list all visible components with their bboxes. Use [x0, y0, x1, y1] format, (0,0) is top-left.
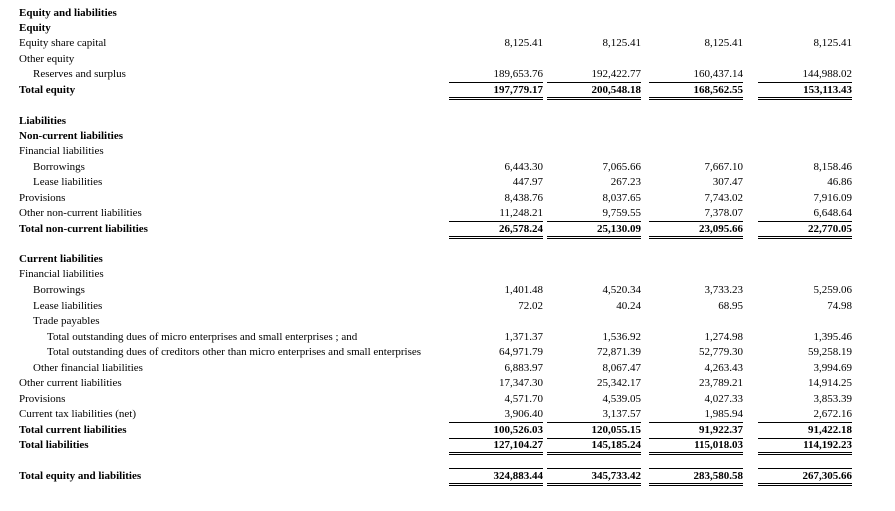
value-cell: 3,853.39: [813, 393, 852, 405]
row-label: Non-current liabilities: [19, 130, 123, 142]
value-cell: 9,759.55: [602, 207, 641, 219]
value-cell: 74.98: [827, 300, 852, 312]
value-cell: 197,779.17: [493, 84, 543, 96]
table-row: [0, 160, 895, 175]
double-underline-rule: [758, 452, 852, 455]
row-label: Lease liabilities: [33, 300, 103, 312]
value-cell: 6,648.64: [813, 207, 852, 219]
table-row: [0, 144, 895, 159]
row-label: Borrowings: [33, 161, 85, 173]
value-cell: 8,067.47: [602, 362, 641, 374]
value-cell: 153,113.43: [803, 84, 852, 96]
table-row: [0, 206, 895, 221]
value-cell: 25,130.09: [597, 223, 641, 235]
row-label: Other current liabilities: [19, 377, 122, 389]
table-row: [0, 267, 895, 282]
table-row: [0, 252, 895, 267]
double-underline-rule: [547, 452, 641, 455]
value-cell: 115,018.03: [694, 439, 743, 451]
row-label: Reserves and surplus: [33, 68, 126, 80]
table-row: [0, 283, 895, 298]
value-cell: 46.86: [827, 176, 852, 188]
row-label: Total liabilities: [19, 439, 89, 451]
value-cell: 25,342.17: [597, 377, 641, 389]
value-cell: 7,378.07: [704, 207, 743, 219]
row-label: Lease liabilities: [33, 176, 103, 188]
value-cell: 91,422.18: [808, 424, 852, 436]
value-cell: 7,065.66: [602, 161, 641, 173]
value-cell: 91,922.37: [699, 424, 743, 436]
value-cell: 145,185.24: [591, 439, 641, 451]
value-cell: 8,125.41: [704, 37, 743, 49]
value-cell: 1,274.98: [704, 331, 743, 343]
value-cell: 200,548.18: [591, 84, 641, 96]
double-underline-rule: [547, 483, 641, 486]
value-cell: 17,347.30: [499, 377, 543, 389]
double-underline-rule: [649, 97, 743, 100]
row-label: Liabilities: [19, 115, 67, 127]
value-cell: 160,437.14: [693, 68, 743, 80]
value-cell: 192,422.77: [591, 68, 641, 80]
row-label: Equity and liabilities: [19, 7, 117, 19]
value-cell: 1,371.37: [504, 331, 543, 343]
double-underline-rule: [758, 236, 852, 239]
value-cell: 11,248.21: [499, 207, 543, 219]
value-cell: 6,443.30: [504, 161, 543, 173]
double-underline-rule: [758, 97, 852, 100]
value-cell: 1,985.94: [704, 408, 743, 420]
value-cell: 4,520.34: [602, 284, 641, 296]
value-cell: 7,667.10: [704, 161, 743, 173]
table-row: [0, 392, 895, 407]
value-cell: 1,395.46: [813, 331, 852, 343]
row-label: Total outstanding dues of micro enterprises and small enterprises ; and: [47, 331, 358, 343]
value-cell: 7,916.09: [813, 192, 852, 204]
table-row: [0, 21, 895, 36]
table-row: [0, 330, 895, 345]
value-cell: 3,994.69: [813, 362, 852, 374]
double-underline-rule: [449, 236, 543, 239]
double-underline-rule: [649, 483, 743, 486]
value-cell: 120,055.15: [591, 424, 641, 436]
table-row: [0, 52, 895, 67]
table-row: [0, 67, 895, 82]
double-underline-rule: [649, 452, 743, 455]
value-cell: 72.02: [518, 300, 543, 312]
row-label: Total equity and liabilities: [19, 470, 142, 482]
row-label: Total non-current liabilities: [19, 223, 148, 235]
row-label: Provisions: [19, 393, 66, 405]
value-cell: 40.24: [616, 300, 641, 312]
row-label: Current tax liabilities (net): [19, 408, 136, 420]
value-cell: 52,779.30: [699, 346, 743, 358]
value-cell: 64,971.79: [499, 346, 543, 358]
value-cell: 72,871.39: [597, 346, 641, 358]
value-cell: 3,733.23: [704, 284, 743, 296]
row-label: Trade payables: [33, 315, 100, 327]
row-label: Financial liabilities: [19, 268, 104, 280]
value-cell: 68.95: [718, 300, 743, 312]
double-underline-rule: [758, 483, 852, 486]
value-cell: 59,258.19: [808, 346, 852, 358]
value-cell: 8,125.41: [813, 37, 852, 49]
value-cell: 283,580.58: [693, 470, 743, 482]
value-cell: 4,027.33: [704, 393, 743, 405]
table-row: [0, 299, 895, 314]
row-label: Borrowings: [33, 284, 85, 296]
value-cell: 6,883.97: [504, 362, 543, 374]
table-row: [0, 423, 895, 438]
value-cell: 22,770.05: [808, 223, 852, 235]
double-underline-rule: [649, 236, 743, 239]
underline-rule: [649, 468, 743, 469]
value-cell: 2,672.16: [813, 408, 852, 420]
double-underline-rule: [449, 483, 543, 486]
value-cell: 8,125.41: [504, 37, 543, 49]
value-cell: 14,914.25: [808, 377, 852, 389]
double-underline-rule: [547, 97, 641, 100]
table-row: [0, 361, 895, 376]
value-cell: 1,401.48: [504, 284, 543, 296]
underline-rule: [449, 468, 543, 469]
value-cell: 4,263.43: [704, 362, 743, 374]
value-cell: 267,305.66: [802, 470, 852, 482]
value-cell: 8,438.76: [504, 192, 543, 204]
value-cell: 26,578.24: [499, 223, 543, 235]
double-underline-rule: [449, 97, 543, 100]
value-cell: 324,883.44: [493, 470, 543, 482]
double-underline-rule: [449, 452, 543, 455]
value-cell: 345,733.42: [591, 470, 641, 482]
value-cell: 267.23: [610, 176, 641, 188]
table-row: [0, 407, 895, 422]
value-cell: 8,037.65: [602, 192, 641, 204]
value-cell: 8,158.46: [813, 161, 852, 173]
table-row: [0, 222, 895, 237]
table-row: [0, 129, 895, 144]
value-cell: 5,259.06: [813, 284, 852, 296]
value-cell: 100,526.03: [493, 424, 543, 436]
row-label: Other non-current liabilities: [19, 207, 142, 219]
value-cell: 3,137.57: [602, 408, 641, 420]
row-label: Other financial liabilities: [33, 362, 143, 374]
value-cell: 447.97: [512, 176, 543, 188]
value-cell: 189,653.76: [493, 68, 543, 80]
underline-rule: [758, 468, 852, 469]
row-label: Current liabilities: [19, 253, 103, 265]
row-label: Total current liabilities: [19, 424, 127, 436]
row-label: Equity share capital: [19, 37, 107, 49]
table-row: [0, 438, 895, 453]
table-row: [0, 469, 895, 484]
value-cell: 7,743.02: [704, 192, 743, 204]
value-cell: 23,789.21: [699, 377, 743, 389]
table-row: [0, 175, 895, 190]
table-row: [0, 314, 895, 329]
table-row: [0, 83, 895, 98]
value-cell: 127,104.27: [493, 439, 543, 451]
table-row: [0, 114, 895, 129]
row-label: Financial liabilities: [19, 145, 104, 157]
table-row: [0, 345, 895, 360]
value-cell: 4,571.70: [504, 393, 543, 405]
value-cell: 23,095.66: [699, 223, 743, 235]
table-row: [0, 376, 895, 391]
table-row: [0, 36, 895, 51]
table-row: [0, 191, 895, 206]
value-cell: 8,125.41: [602, 37, 641, 49]
row-label: Total outstanding dues of creditors other than micro enterprises and small enterprises: [47, 346, 422, 358]
value-cell: 168,562.55: [693, 84, 743, 96]
value-cell: 307.47: [712, 176, 743, 188]
value-cell: 3,906.40: [504, 408, 543, 420]
value-cell: 1,536.92: [602, 331, 641, 343]
value-cell: 114,192.23: [803, 439, 852, 451]
row-label: Total equity: [19, 84, 76, 96]
row-label: Other equity: [19, 53, 75, 65]
underline-rule: [547, 468, 641, 469]
row-label: Provisions: [19, 192, 66, 204]
value-cell: 4,539.05: [602, 393, 641, 405]
value-cell: 144,988.02: [802, 68, 852, 80]
double-underline-rule: [547, 236, 641, 239]
row-label: Equity: [19, 22, 51, 34]
table-row: [0, 6, 895, 21]
